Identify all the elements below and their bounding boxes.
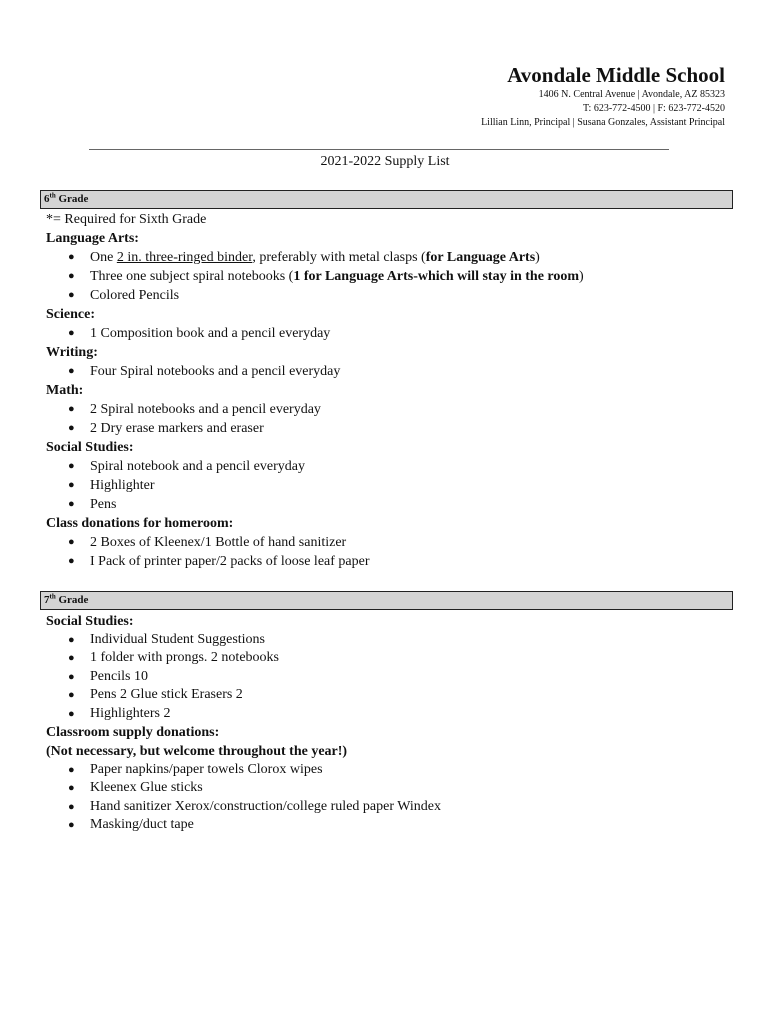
grade7-label: Grade [58, 594, 89, 606]
bullet-icon: ● [68, 707, 75, 720]
grade7-section [46, 612, 726, 835]
language-arts-heading: Language Arts: [46, 231, 139, 246]
list-item: ● 1 folder with prongs. 2 notebooks [46, 649, 726, 667]
grade7-number: 7 [44, 594, 50, 606]
bullet-icon: ● [68, 555, 75, 567]
list-item: ● Pencils 10 [46, 668, 726, 686]
grade7-suffix: th [49, 592, 56, 601]
bullet-icon: ● [68, 327, 75, 339]
list-item: ● Pens 2 Glue stick Erasers 2 [46, 686, 726, 704]
bullet-icon: ● [68, 498, 75, 510]
list-item: ● Pens [68, 497, 117, 512]
social-studies-heading: Social Studies: [46, 440, 134, 455]
grade6-suffix: th [49, 191, 56, 200]
bullet-icon: ● [68, 652, 75, 665]
bullet-icon: ● [68, 422, 75, 434]
bullet-icon: ● [68, 365, 75, 377]
science-list [46, 324, 726, 343]
list-item: ● Masking/duct tape [46, 816, 726, 834]
grade6-number: 6 [44, 193, 50, 205]
classroom-donations-list [46, 761, 726, 835]
writing-heading: Writing: [46, 345, 98, 360]
math-heading: Math: [46, 383, 84, 398]
grade7-social-studies-list [46, 631, 726, 723]
classroom-donations-subheading: (Not necessary, but welcome throughout the year!) [46, 743, 348, 759]
list-item: ● 1 Composition book and a pencil everyday [68, 326, 331, 341]
bullet-icon: ● [68, 800, 75, 813]
classroom-donations-heading: Classroom supply donations: [46, 724, 220, 740]
language-arts-list [46, 248, 726, 305]
document-title: 2021-2022 Supply List [320, 154, 450, 169]
bullet-icon: ● [68, 270, 75, 282]
grade7-header [40, 591, 733, 610]
list-item: ● Individual Student Suggestions [46, 631, 726, 649]
list-item: ● One 2 in. three-ringed binder, preferably with metal clasps (for Language Arts) [68, 250, 540, 265]
class-donations-list [46, 533, 726, 571]
list-item: ● Three one subject spiral notebooks (1 for Language Arts-which will stay in the room) [68, 269, 584, 284]
list-item: ● Four Spiral notebooks and a pencil everyday [68, 364, 341, 379]
bullet-icon: ● [68, 670, 75, 683]
bullet-icon: ● [68, 536, 75, 548]
school-phone: T: 623-772-4500 | F: 623-772-4520 [582, 103, 725, 114]
list-item: ● 2 Boxes of Kleenex/1 Bottle of hand sanitizer [68, 535, 347, 550]
grade6-section [46, 210, 726, 571]
list-item: ● Hand sanitizer Xerox/construction/college ruled paper Windex [46, 798, 726, 816]
school-address: 1406 N. Central Avenue | Avondale, AZ 85323 [538, 89, 725, 100]
list-item: ● 2 Spiral notebooks and a pencil everyday [68, 402, 321, 417]
grade6-label: Grade [58, 193, 89, 205]
bullet-icon: ● [68, 634, 75, 646]
bullet-icon: ● [68, 479, 75, 491]
bullet-icon: ● [68, 403, 75, 415]
list-item: ● Kleenex Glue sticks [46, 779, 726, 797]
grade7-social-studies-heading: Social Studies: [46, 614, 134, 629]
bullet-icon: ● [68, 251, 75, 263]
class-donations-heading: Class donations for homeroom: [46, 516, 234, 531]
required-note: *= Required for Sixth Grade [46, 212, 207, 227]
list-item: ● Spiral notebook and a pencil everyday [68, 459, 305, 474]
header-divider [89, 149, 669, 150]
bullet-icon: ● [68, 289, 75, 301]
list-item: ● Highlighters 2 [46, 705, 726, 723]
writing-list [46, 362, 726, 381]
list-item: ● I Pack of printer paper/2 packs of loose leaf paper [68, 554, 370, 569]
bullet-icon: ● [68, 763, 75, 776]
list-item: ● 2 Dry erase markers and eraser [68, 421, 264, 436]
list-item: ● Paper napkins/paper towels Clorox wipes [46, 761, 726, 779]
grade6-header [40, 190, 733, 209]
bullet-icon: ● [68, 819, 75, 832]
school-name: Avondale Middle School [507, 63, 725, 87]
bullet-icon: ● [68, 460, 75, 472]
science-heading: Science: [46, 307, 95, 322]
list-item: ● Highlighter [68, 478, 155, 493]
bullet-icon: ● [68, 689, 75, 702]
list-item: ● Colored Pencils [68, 288, 180, 303]
letterhead [481, 62, 725, 130]
math-list [46, 400, 726, 438]
bullet-icon: ● [68, 782, 75, 795]
school-staff: Lillian Linn, Principal | Susana Gonzales, Assistant Principal [481, 117, 725, 128]
social-studies-list [46, 457, 726, 514]
